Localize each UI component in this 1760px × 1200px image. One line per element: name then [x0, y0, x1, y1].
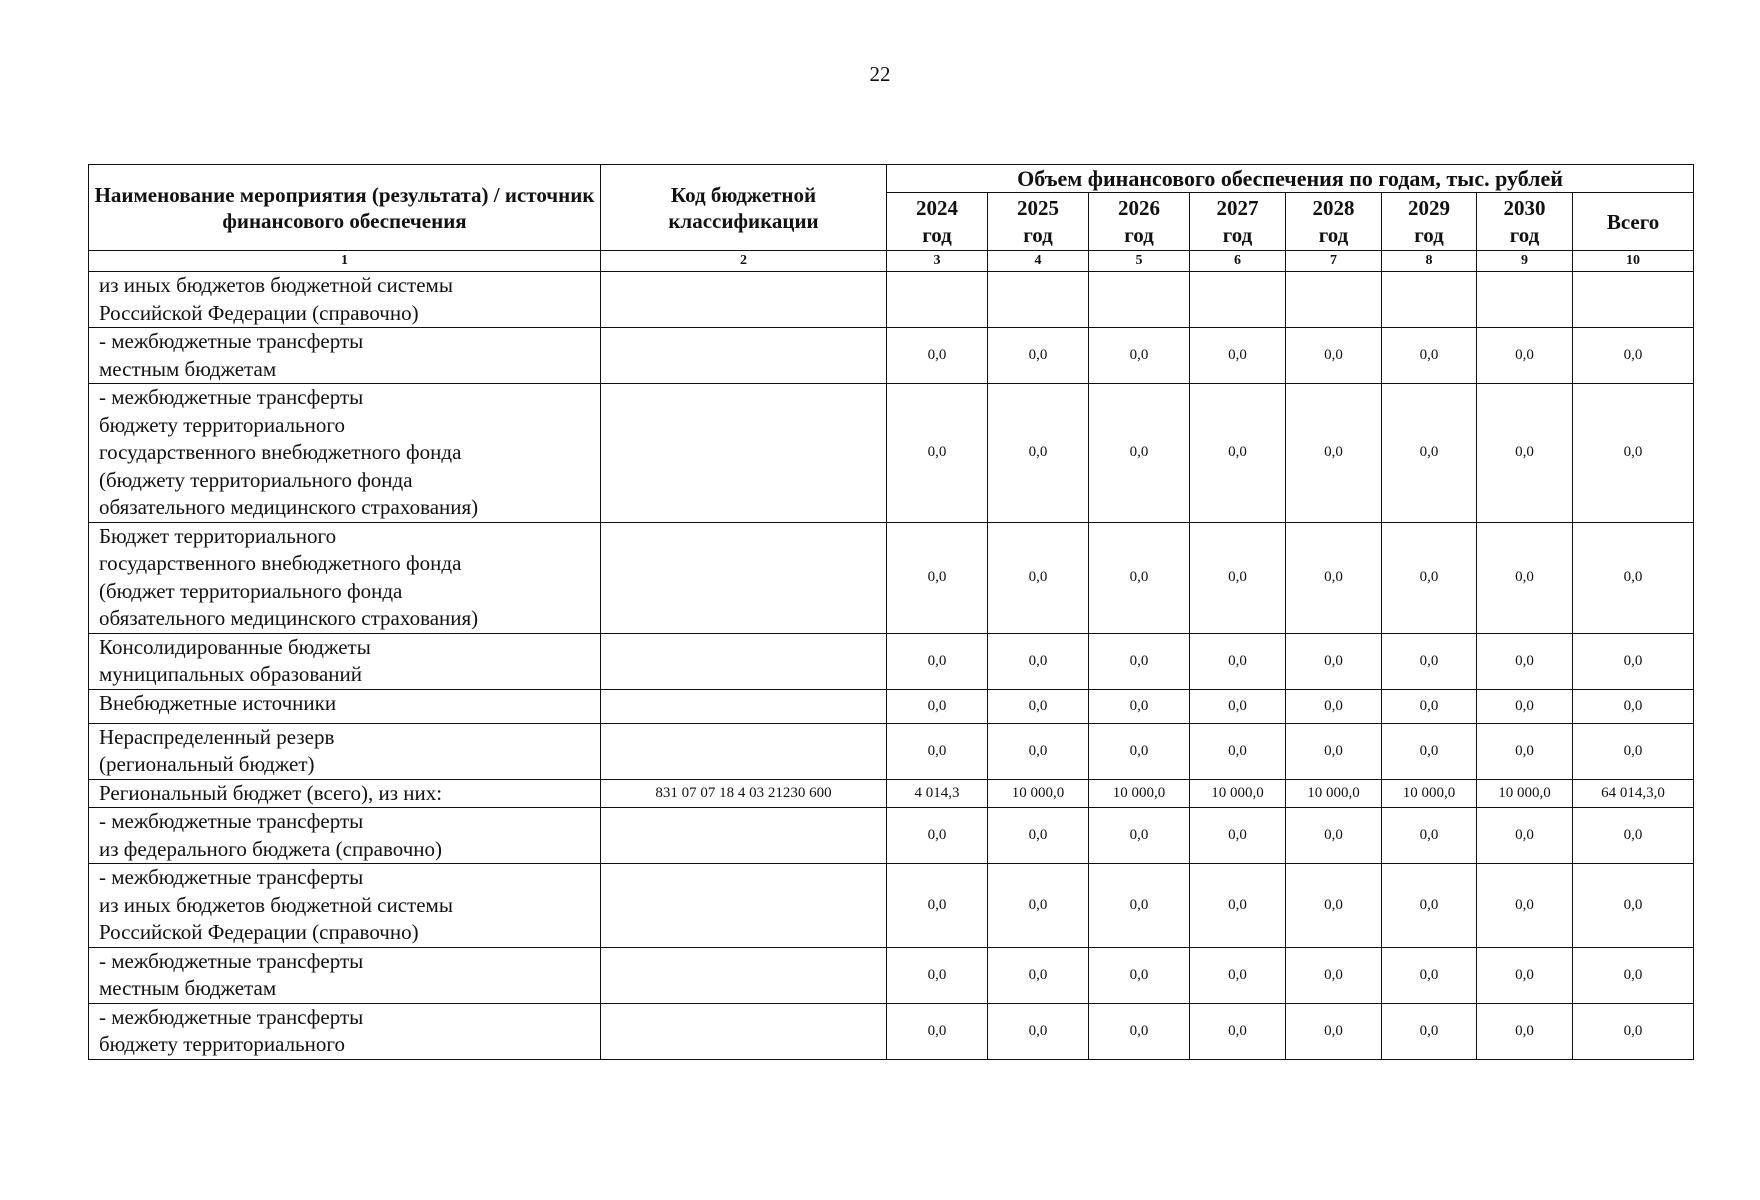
year-value: 0,0: [1089, 689, 1190, 723]
total-value: 0,0: [1573, 1003, 1694, 1059]
year-value: 0,0: [1089, 864, 1190, 948]
table-row: [89, 689, 1694, 723]
table-row: [89, 864, 1694, 948]
year-value: 0,0: [887, 1003, 988, 1059]
year-value: 0,0: [988, 947, 1089, 1003]
year-value: 0,0: [1286, 947, 1382, 1003]
year-value: 0,0: [1477, 808, 1573, 864]
year-value: 10 000,0: [1089, 779, 1190, 808]
year-unit-label: год: [1318, 222, 1349, 247]
year-value: 0,0: [1477, 947, 1573, 1003]
column-number: 4: [988, 251, 1089, 272]
year-value: 0,0: [988, 522, 1089, 633]
year-value: 0,0: [1089, 808, 1190, 864]
row-name: из иных бюджетов бюджетной системы Российской Федерации (справочно): [89, 272, 601, 328]
year-unit-label: год: [1023, 222, 1053, 247]
table-row: [89, 779, 1694, 808]
budget-code: [601, 328, 887, 384]
table-row: [89, 633, 1694, 689]
year-value: 0,0: [1190, 328, 1286, 384]
row-name: - межбюджетные трансферты бюджету территориального: [89, 1003, 601, 1059]
year-value: 0,0: [1089, 723, 1190, 779]
year-value: 0,0: [1382, 1003, 1477, 1059]
year-value: 0,0: [1382, 384, 1477, 523]
total-value: 0,0: [1573, 723, 1694, 779]
year-value: 0,0: [988, 864, 1089, 948]
year-label: 2026: [1118, 195, 1160, 220]
budget-code: [601, 1003, 887, 1059]
year-value: 0,0: [887, 689, 988, 723]
year-label: 2030: [1503, 195, 1546, 220]
year-value: 0,0: [1477, 384, 1573, 523]
year-value: 0,0: [1286, 723, 1382, 779]
year-label: 2024: [916, 195, 958, 220]
year-value: 0,0: [887, 328, 988, 384]
year-value: 0,0: [1089, 633, 1190, 689]
year-value: [1089, 272, 1190, 328]
year-value: [1382, 272, 1477, 328]
year-value: 0,0: [988, 384, 1089, 523]
year-header-2024: [887, 193, 988, 251]
name-column-header: Наименование мероприятия (результата) / источник финансового обеспечения: [89, 165, 601, 251]
table-row: [89, 384, 1694, 523]
year-value: 0,0: [1089, 522, 1190, 633]
year-value: 0,0: [1089, 1003, 1190, 1059]
year-header-2025: [988, 193, 1089, 251]
year-value: 0,0: [1382, 689, 1477, 723]
budget-code: [601, 633, 887, 689]
total-value: 0,0: [1573, 633, 1694, 689]
total-value: 0,0: [1573, 808, 1694, 864]
budget-code: [601, 689, 887, 723]
year-unit-label: год: [1509, 222, 1540, 247]
row-name: - межбюджетные трансферты местным бюджетам: [89, 328, 601, 384]
budget-code: [601, 723, 887, 779]
year-value: 0,0: [1190, 522, 1286, 633]
table-row: [89, 328, 1694, 384]
year-value: 0,0: [1477, 633, 1573, 689]
budget-code: [601, 384, 887, 523]
year-value: 0,0: [887, 808, 988, 864]
row-name: Нераспределенный резерв (региональный бюджет): [89, 723, 601, 779]
column-number: 8: [1382, 251, 1477, 272]
year-value: 0,0: [1382, 723, 1477, 779]
row-name: Бюджет территориального государственного внебюджетного фонда (бюджет территориального фонда обязательного медицинского страхования): [89, 522, 601, 633]
year-value: 0,0: [887, 522, 988, 633]
year-value: 0,0: [988, 633, 1089, 689]
financing-table: [88, 164, 1694, 1060]
year-header-2027: [1190, 193, 1286, 251]
year-unit-label: год: [922, 222, 952, 247]
year-value: 0,0: [1190, 947, 1286, 1003]
year-value: 0,0: [1382, 522, 1477, 633]
budget-code: [601, 864, 887, 948]
year-value: 0,0: [1190, 689, 1286, 723]
year-unit-label: год: [1124, 222, 1154, 247]
budget-code: 831 07 07 18 4 03 21230 600: [601, 779, 887, 808]
year-value: 0,0: [1477, 689, 1573, 723]
total-value: [1573, 272, 1694, 328]
year-value: 0,0: [1089, 947, 1190, 1003]
row-name: - межбюджетные трансферты бюджету территориального государственного внебюджетного фонда (бюджету территориального фонда обязательного медицинского страхования): [89, 384, 601, 523]
year-value: 10 000,0: [1286, 779, 1382, 808]
total-value: 0,0: [1573, 689, 1694, 723]
year-value: 0,0: [988, 328, 1089, 384]
year-value: 10 000,0: [1382, 779, 1477, 808]
total-value: 64 014,3,0: [1573, 779, 1694, 808]
year-value: 0,0: [1382, 328, 1477, 384]
year-value: [1477, 272, 1573, 328]
year-header-2029: [1382, 193, 1477, 251]
budget-code: [601, 947, 887, 1003]
column-number: 7: [1286, 251, 1382, 272]
year-value: 0,0: [1477, 864, 1573, 948]
year-value: 0,0: [1286, 1003, 1382, 1059]
table-row: [89, 723, 1694, 779]
year-value: 0,0: [887, 864, 988, 948]
year-unit-label: год: [1414, 222, 1444, 247]
year-label: 2027: [1216, 195, 1259, 220]
year-value: [887, 272, 988, 328]
table-row: [89, 522, 1694, 633]
year-label: 2029: [1408, 195, 1450, 220]
budget-code: [601, 522, 887, 633]
total-value: 0,0: [1573, 328, 1694, 384]
table-row: [89, 272, 1694, 328]
row-name: - межбюджетные трансферты из иных бюджетов бюджетной системы Российской Федерации (справочно): [89, 864, 601, 948]
year-value: 0,0: [988, 808, 1089, 864]
row-name: Региональный бюджет (всего), из них:: [89, 779, 601, 808]
year-value: 0,0: [1382, 633, 1477, 689]
table-body: [89, 272, 1694, 1060]
year-value: 0,0: [1286, 689, 1382, 723]
year-value: 0,0: [1477, 328, 1573, 384]
year-value: [1286, 272, 1382, 328]
year-value: 0,0: [1477, 723, 1573, 779]
total-value: 0,0: [1573, 947, 1694, 1003]
row-name: Консолидированные бюджеты муниципальных образований: [89, 633, 601, 689]
year-value: 10 000,0: [1190, 779, 1286, 808]
row-name: - межбюджетные трансферты из федерального бюджета (справочно): [89, 808, 601, 864]
year-value: 0,0: [1286, 522, 1382, 633]
budget-code: [601, 808, 887, 864]
column-number: 9: [1477, 251, 1573, 272]
year-value: 0,0: [1190, 633, 1286, 689]
table-row: [89, 1003, 1694, 1059]
year-value: 0,0: [988, 689, 1089, 723]
column-number: 10: [1573, 251, 1694, 272]
year-value: 0,0: [1190, 723, 1286, 779]
row-name: - межбюджетные трансферты местным бюджетам: [89, 947, 601, 1003]
column-number: 5: [1089, 251, 1190, 272]
page-number: 22: [869, 62, 891, 86]
year-value: 0,0: [1286, 864, 1382, 948]
volume-group-header: Объем финансового обеспечения по годам, тыс. рублей: [887, 165, 1694, 193]
year-value: 0,0: [1190, 384, 1286, 523]
year-header-2030: [1477, 193, 1573, 251]
year-value: 0,0: [887, 384, 988, 523]
year-value: 0,0: [1190, 808, 1286, 864]
year-value: 0,0: [887, 947, 988, 1003]
year-value: 0,0: [1382, 947, 1477, 1003]
year-value: [988, 272, 1089, 328]
year-value: 0,0: [1382, 808, 1477, 864]
year-value: 0,0: [1286, 633, 1382, 689]
column-number: 1: [89, 251, 601, 272]
year-value: 0,0: [988, 1003, 1089, 1059]
total-value: 0,0: [1573, 522, 1694, 633]
year-value: 0,0: [1190, 864, 1286, 948]
year-value: 0,0: [1477, 522, 1573, 633]
table-header: [89, 165, 1694, 272]
column-number: 6: [1190, 251, 1286, 272]
code-column-header: Код бюджетной классификации: [601, 165, 887, 251]
year-value: 10 000,0: [988, 779, 1089, 808]
year-value: 0,0: [887, 633, 988, 689]
table-row: [89, 808, 1694, 864]
table-row: [89, 947, 1694, 1003]
year-value: 0,0: [1286, 808, 1382, 864]
year-header-2026: [1089, 193, 1190, 251]
year-value: 10 000,0: [1477, 779, 1573, 808]
total-value: 0,0: [1573, 384, 1694, 523]
year-label: 2025: [1017, 195, 1059, 220]
year-value: 0,0: [1286, 384, 1382, 523]
total-value: 0,0: [1573, 864, 1694, 948]
year-header-2028: [1286, 193, 1382, 251]
year-value: 0,0: [1477, 1003, 1573, 1059]
budget-code: [601, 272, 887, 328]
year-value: 4 014,3: [887, 779, 988, 808]
year-value: 0,0: [1286, 328, 1382, 384]
year-value: 0,0: [1190, 1003, 1286, 1059]
year-value: [1190, 272, 1286, 328]
year-value: 0,0: [988, 723, 1089, 779]
year-value: 0,0: [1382, 864, 1477, 948]
year-value: 0,0: [887, 723, 988, 779]
column-number: 2: [601, 251, 887, 272]
year-value: 0,0: [1089, 328, 1190, 384]
total-column-header: Всего: [1573, 193, 1694, 251]
year-label: 2028: [1312, 195, 1355, 220]
column-number: 3: [887, 251, 988, 272]
year-value: 0,0: [1089, 384, 1190, 523]
row-name: Внебюджетные источники: [89, 689, 601, 723]
year-unit-label: год: [1222, 222, 1253, 247]
